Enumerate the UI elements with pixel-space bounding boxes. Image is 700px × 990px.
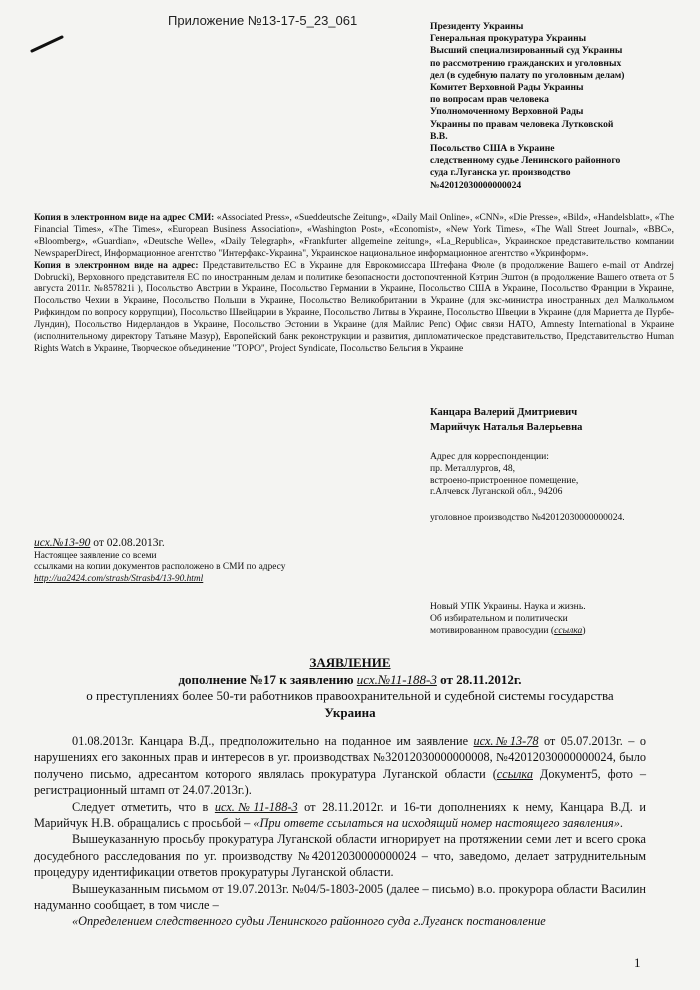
body-paragraph: Вышеуказанным письмом от 19.07.2013г. №04/5-1803-2005 (далее – письмо) в.о. прокурора области Василин надуманно сообщает, в том числе –	[34, 881, 646, 913]
title-line: Украина	[324, 704, 376, 720]
appendix-label: Приложение №13-17-5_23_061	[168, 13, 358, 28]
body-link[interactable]: исх.№13-78	[473, 734, 539, 748]
body-paragraph	[34, 799, 646, 832]
pen-stroke-mark	[30, 35, 64, 53]
body-paragraph	[34, 733, 646, 799]
upk-link[interactable]: ссылка	[554, 624, 583, 636]
reference-url-link[interactable]: http://ua2424.com/strasb/Strasb4/13-90.html	[34, 573, 204, 584]
body-link[interactable]: исх.№11-188-3	[214, 799, 298, 814]
recipient-line: Генеральная прокуратура Украины	[430, 33, 587, 45]
reference-number-link[interactable]: исх.№13-90	[34, 537, 91, 549]
recipient-line: В.В.	[430, 130, 448, 142]
address-line: встроено-пристроенное помещение,	[430, 474, 579, 486]
title-sub-suffix: от 28.11.2012г.	[436, 671, 522, 687]
body-quote: «Определением следственного судьи Ленинского районного суда г.Луганск постановление	[72, 914, 546, 929]
recipient-line: суда г.Луганска уг. производство	[430, 167, 571, 179]
recipients-block	[430, 21, 692, 192]
recipient-line: Посольство США в Украине	[430, 143, 555, 155]
page-number: 1	[634, 955, 641, 970]
address-copies-text: Представительство ЕС в Украине для Еврокомиссара Штефана Фюле (в продолжение Вашего e-mail от Andrzej Dobrucki), Верховного представителя ЕС по иностранным делам и политике безопасности достопочтенной Кэтрин Эштон (в продолжение Вашего ответа от 5 августа 2011г. №857821i ), Посольство Австрии в Украине, Посольство Германии в Украине, Посольство США в Украине, Посольство Франции в Украине, Посольство Чехии в Украине, Посольство Польши в Украине, Посольство Великобритании в Украине (для экс-министра иностранных дел Малкольмом Рифкиндом по вопросу коррупции), Посольство Швейцарии в Украине, Посольство Литвы в Украине, Посольство Швеции в Украине (для Мариетта де Пурбе-Лундин), Посольство Нидерландов в Украине, Посольство Эстонии в Украине (для Майлис Репс) Офис связи НАТО, Amnesty International в Украине (исполнительному директору Татьяне Мазур), Европейский банк реконструкции и развития, дипломатическое представительство, Представительство Human Rights Watch в Украине, Творческое объединение "ТОРО", Project Syndicate, Посольство Бельгия в Украине	[34, 260, 674, 354]
body-text: от 28.11.2012г. и 16-ти дополнениях к нему, Канцара В.Д. и Марийчук Н.В. обращались с просьбой –	[34, 799, 646, 831]
body-text: Документ5, фото – регистрационный штамп от 24.07.2013г.).	[34, 766, 646, 798]
media-copies-label: Копия в электронном виде на адрес СМИ:	[34, 213, 215, 223]
body-text: 01.08.2013г. Канцара В.Д., предположительно на поданное им заявление	[72, 734, 474, 748]
recipient-line: следственному судье Ленинского районного	[430, 155, 621, 167]
title-line: о преступлениях более 50-ти работников правоохранительной и судебной системы государства	[86, 688, 614, 703]
statement-body	[34, 733, 646, 930]
reference-date: от 02.08.2013г.	[90, 537, 165, 549]
author-name: Канцара Валерий Дмитриевич	[430, 407, 578, 418]
recipient-line: Уполномоченному Верховной Рады	[430, 106, 584, 118]
upk-line-end: )	[582, 624, 586, 636]
recipient-line: Президенту Украины	[430, 21, 524, 32]
recipient-line: №42012030000000024	[430, 179, 522, 191]
upk-line: Об избирательном и политически	[430, 612, 568, 624]
title-sub-link[interactable]: исх.№11-188-3	[356, 671, 437, 687]
statement-title	[20, 655, 680, 721]
address-line: Адрес для корреспонденции:	[430, 451, 549, 462]
statement-heading: ЗАЯВЛЕНИЕ	[309, 655, 391, 670]
body-text: .	[619, 816, 623, 831]
author-name: Марийчук Наталья Валерьевна	[430, 422, 583, 433]
authors-block	[430, 405, 690, 435]
body-quote: «При ответе ссылаться на исходящий номер настоящего заявления»	[253, 816, 620, 831]
case-number: уголовное производство №42012030000000024.	[430, 512, 625, 523]
media-copies-paragraph	[34, 213, 674, 261]
upk-note	[430, 601, 692, 636]
recipient-line: Высший специализированный суд Украины	[430, 45, 623, 57]
recipient-line: Украины по правам человека Лутковской	[430, 118, 614, 130]
body-text: Следует отметить, что в	[72, 799, 215, 814]
address-line: г.Алчевск Луганской обл., 94206	[430, 486, 563, 498]
address-line: пр. Металлургов, 48,	[430, 462, 516, 474]
address-copies-label: Копия в электронном виде на адрес:	[34, 260, 199, 271]
body-paragraph: Вышеуказанную просьбу прокуратура Луганской области игнорирует на протяжении семи лет и всего срока досудебного расследования по уг. производству №42012030000000024 – что, заведомо, делает затруднительным процедуру идентификации ответов прокуратуры Луганской области.	[34, 832, 646, 880]
reference-note: ссылками на копии документов расположено в СМИ по адресу	[34, 562, 286, 572]
body-link[interactable]: ссылка	[496, 766, 533, 781]
body-text: от 05.07.2013г. – о нарушениях его законных прав и интересов в уг. производствах №32012030000000008, №42012030000000024, было получено письмо, адресантом которого являлась прокуратура Луганской области (	[34, 734, 646, 781]
outgoing-reference	[34, 538, 364, 585]
title-sub-prefix: дополнение №17 к заявлению	[178, 671, 357, 687]
correspondence-address	[430, 451, 692, 498]
recipient-line: Комитет Верховной Рады Украины	[430, 82, 584, 94]
upk-line: мотивированном правосудии (	[430, 624, 555, 636]
copies-block	[34, 213, 674, 356]
reference-note: Настоящее заявление со всеми	[34, 550, 157, 561]
address-copies-paragraph	[34, 261, 674, 356]
recipient-line: по рассмотрению гражданских и уголовных	[430, 57, 622, 69]
media-copies-text: «Associated Press», «Sueddeutsche Zeitung», «Daily Mail Online», «CNN», «Die Presse», «Bild», «Handelsblatt», «The Financial Times», «The Times», «European Business Association», «Washington Post», «Economist», «New York Times», «The Wall Street Journal», «BBC», «Bloomberg», «Guardian», «Deutsche Welle», «Daily Telegraph», «Frankfurter allgemeine zeitung», «La_Republica», Украинское представительство компании NewspaperDirect, Информационное агентство "Интерфакс-Украина", Украинское национальное информационное агентство «Укринформ».	[34, 213, 674, 259]
upk-line: Новый УПК Украины. Наука и жизнь.	[430, 601, 586, 612]
recipient-line: дел (в судебную палату по уголовным делам)	[430, 69, 625, 81]
recipient-line: по вопросам прав человека	[430, 94, 549, 106]
body-paragraph	[34, 913, 646, 929]
